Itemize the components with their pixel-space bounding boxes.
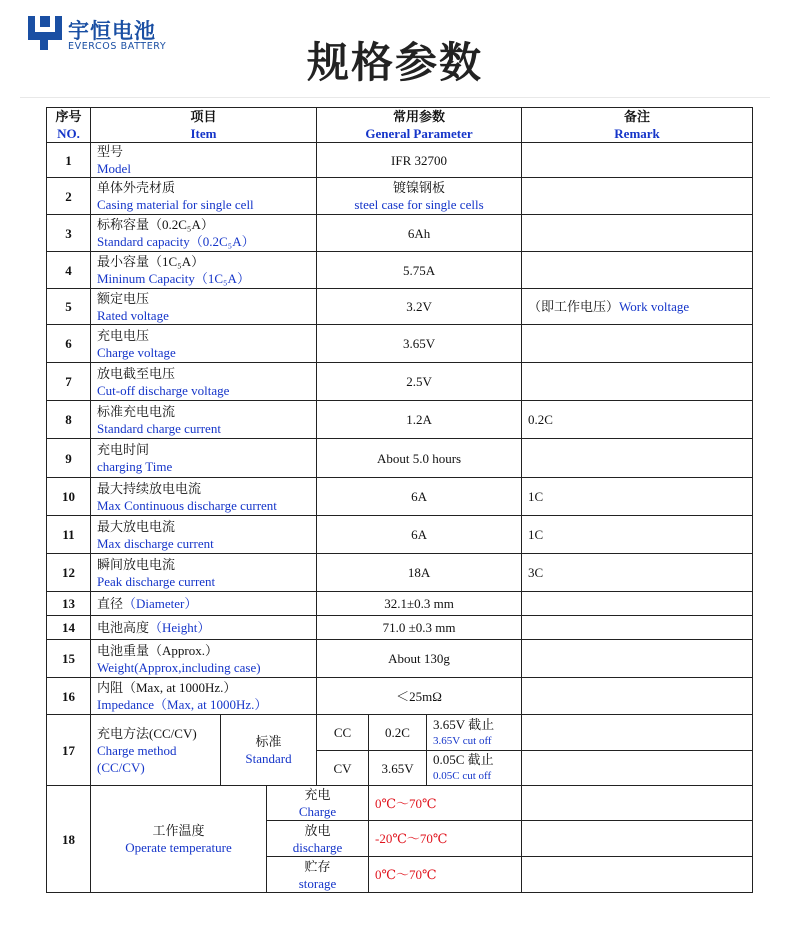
value-cell: 2.5V	[317, 363, 522, 401]
table-row	[47, 401, 753, 439]
table-row	[47, 143, 753, 178]
row-number: 5	[47, 289, 91, 325]
value-cell: 6A	[317, 516, 522, 554]
table-row	[47, 516, 753, 554]
table-row	[47, 592, 753, 616]
item-cell: 最小容量（1C₅A） Mininum Capacity（1C₅A）	[91, 252, 317, 289]
remark-cell	[522, 363, 753, 401]
item-cell: 标称容量（0.2C₅A） Standard capacity（0.2C₅A）	[91, 215, 317, 252]
row-number: 8	[47, 401, 91, 439]
remark-cell	[522, 715, 753, 751]
item-cell: 电池重量（Approx.） Weight(Approx,including case)	[91, 640, 317, 678]
temp-label-discharge: 放电 discharge	[267, 821, 369, 857]
value-cell: ＜25mΩ	[317, 678, 522, 715]
row-number: 15	[47, 640, 91, 678]
row-number: 10	[47, 478, 91, 516]
row-number: 4	[47, 252, 91, 289]
remark-cell: 1C	[522, 478, 753, 516]
cv-rate: 3.65V	[369, 751, 427, 786]
value-cell: 6A	[317, 478, 522, 516]
brand-name-en: EVERCOS BATTERY	[68, 41, 167, 52]
value-cell: 3.2V	[317, 289, 522, 325]
remark-cell	[522, 786, 753, 821]
value-cell: IFR 32700	[317, 143, 522, 178]
item-cell: 内阻（Max, at 1000Hz.） Impedance（Max, at 1000Hz.）	[91, 678, 317, 715]
temp-value-charge: 0℃～70℃	[369, 786, 522, 821]
remark-cell	[522, 678, 753, 715]
remark-cell	[522, 751, 753, 786]
header-item: 项目 Item	[91, 108, 317, 143]
temp-value-discharge: -20℃～70℃	[369, 821, 522, 857]
cv-mode: CV	[317, 751, 369, 786]
row-number: 13	[47, 592, 91, 616]
item-cell: 最大持续放电电流 Max Continuous discharge current	[91, 478, 317, 516]
value-cell: 18A	[317, 554, 522, 592]
table-row	[47, 678, 753, 715]
remark-cell: 1C	[522, 516, 753, 554]
row-number: 11	[47, 516, 91, 554]
table-row	[47, 640, 753, 678]
item-cell: 直径（Diameter）	[91, 592, 317, 616]
remark-cell	[522, 616, 753, 640]
value-cell: 6Ah	[317, 215, 522, 252]
remark-cell	[522, 215, 753, 252]
remark-cell	[522, 821, 753, 857]
item-cell: 单体外壳材质 Casing material for single cell	[91, 178, 317, 215]
remark-cell	[522, 592, 753, 616]
table-row	[47, 325, 753, 363]
row-number: 3	[47, 215, 91, 252]
table-row	[47, 289, 753, 325]
standard-cell: 标准 Standard	[221, 715, 317, 786]
remark-cell: （即工作电压）Work voltage	[522, 289, 753, 325]
remark-cell: 3C	[522, 554, 753, 592]
table-row	[47, 478, 753, 516]
item-cell: 充电电压 Charge voltage	[91, 325, 317, 363]
cc-mode: CC	[317, 715, 369, 751]
row-number: 9	[47, 439, 91, 478]
value-cell: 3.65V	[317, 325, 522, 363]
spec-table	[46, 107, 753, 893]
item-cell: 电池高度（Height）	[91, 616, 317, 640]
row-number: 2	[47, 178, 91, 215]
table-row	[47, 715, 753, 751]
header-no: 序号 NO.	[47, 108, 91, 143]
item-cell: 瞬间放电电流 Peak discharge current	[91, 554, 317, 592]
item-cell: 型号 Model	[91, 143, 317, 178]
temp-label-charge: 充电 Charge	[267, 786, 369, 821]
value-cell: 71.0 ±0.3 mm	[317, 616, 522, 640]
header-remark: 备注 Remark	[522, 108, 753, 143]
temp-value-storage: 0℃～70℃	[369, 857, 522, 893]
item-cell: 工作温度 Operate temperature	[91, 786, 267, 893]
item-cell: 额定电压 Rated voltage	[91, 289, 317, 325]
value-cell: 1.2A	[317, 401, 522, 439]
table-row	[47, 252, 753, 289]
table-row	[47, 439, 753, 478]
row-number: 18	[47, 786, 91, 893]
table-row	[47, 616, 753, 640]
brand-name-cn: 宇恒电池	[68, 19, 156, 43]
table-header-row	[47, 108, 753, 143]
row-number: 1	[47, 143, 91, 178]
remark-cell	[522, 325, 753, 363]
value-cell: 镀镍钢板 steel case for single cells	[317, 178, 522, 215]
row-number: 6	[47, 325, 91, 363]
row-number: 17	[47, 715, 91, 786]
value-cell: 5.75A	[317, 252, 522, 289]
remark-cell	[522, 178, 753, 215]
cv-cutoff: 0.05C 截止 0.05C cut off	[427, 751, 522, 786]
table-row	[47, 363, 753, 401]
item-cell: 充电方法(CC/CV) Charge method (CC/CV)	[91, 715, 221, 786]
value-cell: 32.1±0.3 mm	[317, 592, 522, 616]
table-row	[47, 554, 753, 592]
table-row	[47, 178, 753, 215]
row-number: 16	[47, 678, 91, 715]
table-row	[47, 786, 753, 821]
item-cell: 放电截至电压 Cut-off discharge voltage	[91, 363, 317, 401]
row-number: 14	[47, 616, 91, 640]
row-number: 12	[47, 554, 91, 592]
header-divider	[20, 97, 770, 98]
remark-cell	[522, 143, 753, 178]
remark-cell	[522, 252, 753, 289]
remark-cell: 0.2C	[522, 401, 753, 439]
value-cell: About 5.0 hours	[317, 439, 522, 478]
item-cell: 充电时间 charging Time	[91, 439, 317, 478]
page-title: 规格参数	[306, 38, 483, 87]
header-param: 常用参数 General Parameter	[317, 108, 522, 143]
temp-label-storage: 贮存 storage	[267, 857, 369, 893]
cc-cutoff: 3.65V 截止 3.65V cut off	[427, 715, 522, 751]
cc-rate: 0.2C	[369, 715, 427, 751]
item-cell: 标准充电电流 Standard charge current	[91, 401, 317, 439]
remark-cell	[522, 857, 753, 893]
remark-cell	[522, 640, 753, 678]
row-number: 7	[47, 363, 91, 401]
item-cell: 最大放电电流 Max discharge current	[91, 516, 317, 554]
value-cell: About 130g	[317, 640, 522, 678]
table-row	[47, 215, 753, 252]
remark-cell	[522, 439, 753, 478]
